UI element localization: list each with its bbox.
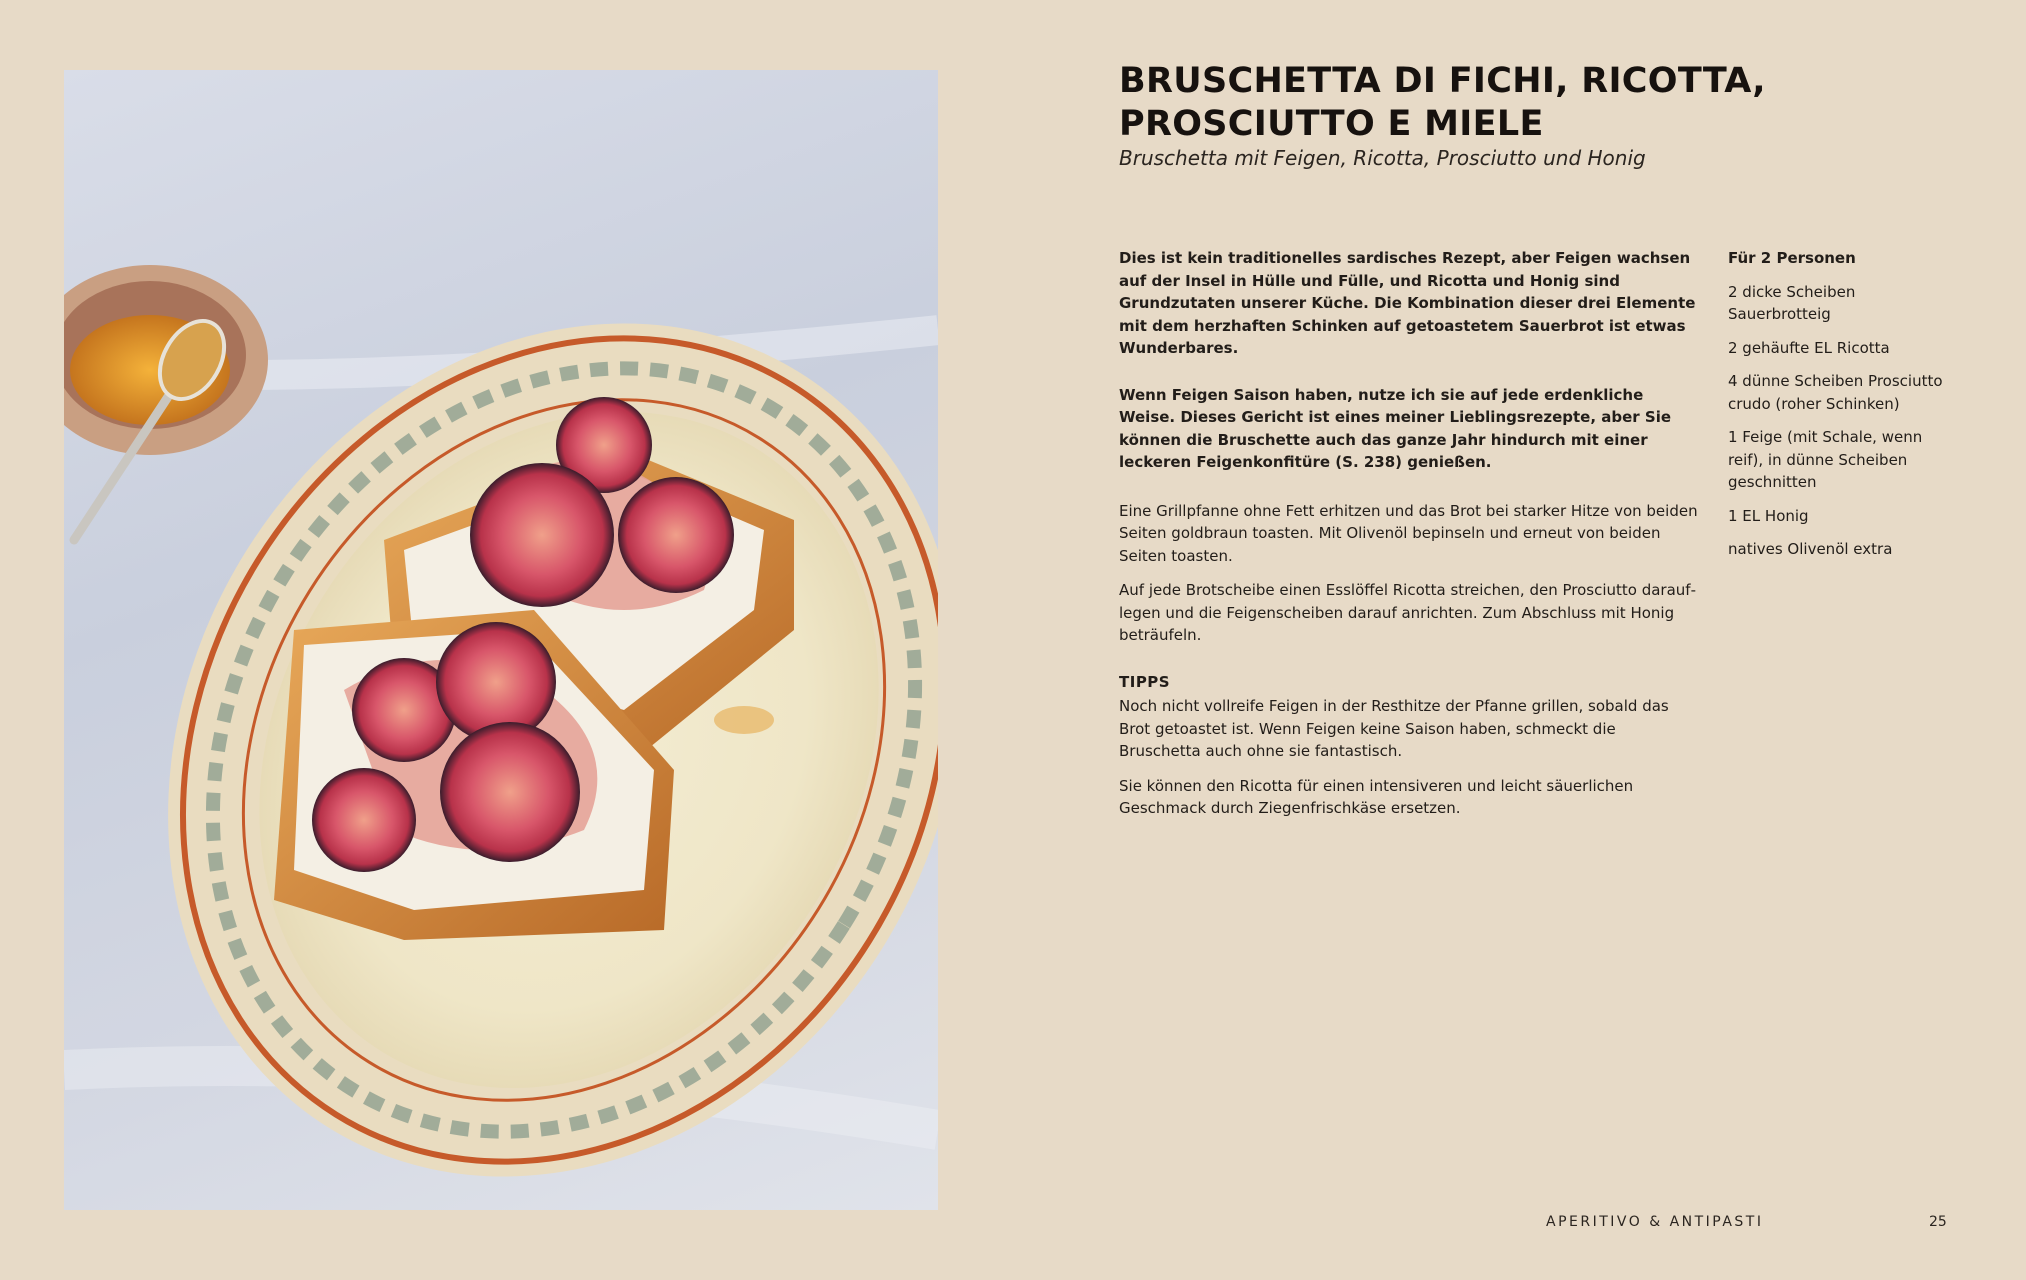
tips-heading: TIPPS (1119, 672, 1171, 691)
fig-slice (618, 477, 734, 593)
method-step: Eine Grillpfanne ohne Fett erhitzen und das Brot bei starker Hitze von beiden Seiten goldbraun toasten. Mit Olivenöl bepinseln und erneut von beiden Seiten toasten. (1119, 501, 1698, 565)
recipe-title-line-2: PROSCIUTTO E MIELE (1119, 104, 1544, 144)
intro-paragraph: Dies ist kein traditionelles sardisches Rezept, aber Feigen wachsen auf der Insel in Hülle und Fülle, und Ricotta und Honig sind Grundzutaten unserer Küche. Die Kombination dieser drei Elemente mit dem herzhaften Schinken auf getoastetem Sauerbrot ist etwas Wunderbares. (1119, 249, 1696, 357)
ingredient-item: 2 gehäufte EL Ricotta (1728, 338, 1890, 357)
fig-slice (440, 722, 580, 862)
ingredient-item: 1 EL Honig (1728, 506, 1809, 525)
tip-item: Noch nicht vollreife Feigen in der Resthitze der Pfanne grillen, sobald das Brot getoastet ist. Wenn Feigen keine Saison haben, schmeckt die Bruschetta auch ohne sie fantastisch. (1119, 697, 1669, 760)
ingredient-item: 4 dünne Scheiben Prosciutto crudo (roher Schinken) (1728, 372, 1943, 413)
intro-paragraph: Wenn Feigen Saison haben, nutze ich sie auf jede erdenkliche Weise. Dieses Gericht ist eines meiner Lieblingsrezepte, aber Sie können die Bruschette auch das ganze Jahr hindurch mit einer leckeren Feigenkonfitüre (S. 238) genießen. (1119, 385, 1672, 471)
ingredient-item: 1 Feige (mit Schale, wenn reif), in dünne Scheiben geschnitten (1728, 428, 1923, 491)
fig-slice (470, 463, 614, 607)
recipe-title (1119, 60, 1819, 146)
recipe-photo (64, 70, 938, 1210)
recipe-title-line-1: BRUSCHETTA DI FICHI, RICOTTA, (1119, 61, 1766, 101)
fig-slice (312, 768, 416, 872)
ingredients-list (1728, 247, 1958, 572)
recipe-body (1119, 247, 1701, 832)
recipe-subtitle: Bruschetta mit Feigen, Ricotta, Prosciutto und Honig (1119, 146, 1646, 170)
ingredient-item: 2 dicke Scheiben Sauerbrotteig (1728, 282, 1856, 323)
section-label: APERITIVO & ANTIPASTI (1546, 1214, 1764, 1230)
ingredient-item: natives Olivenöl extra (1728, 540, 1893, 558)
page-number: 25 (1929, 1214, 1947, 1230)
servings: Für 2 Personen (1728, 249, 1856, 267)
method-step: Auf jede Brotscheibe einen Esslöffel Ricotta streichen, den Prosciutto darauflegen und die Feigenscheiben darauf anrichten. Zum Abschluss mit Honig beträufeln. (1119, 581, 1696, 644)
tip-item: Sie können den Ricotta für einen intensiveren und leicht säuerlichen Geschmack durch Ziegenfrischkäse ersetzen. (1119, 776, 1634, 817)
bruschetta-plate-illustration (64, 70, 938, 1210)
